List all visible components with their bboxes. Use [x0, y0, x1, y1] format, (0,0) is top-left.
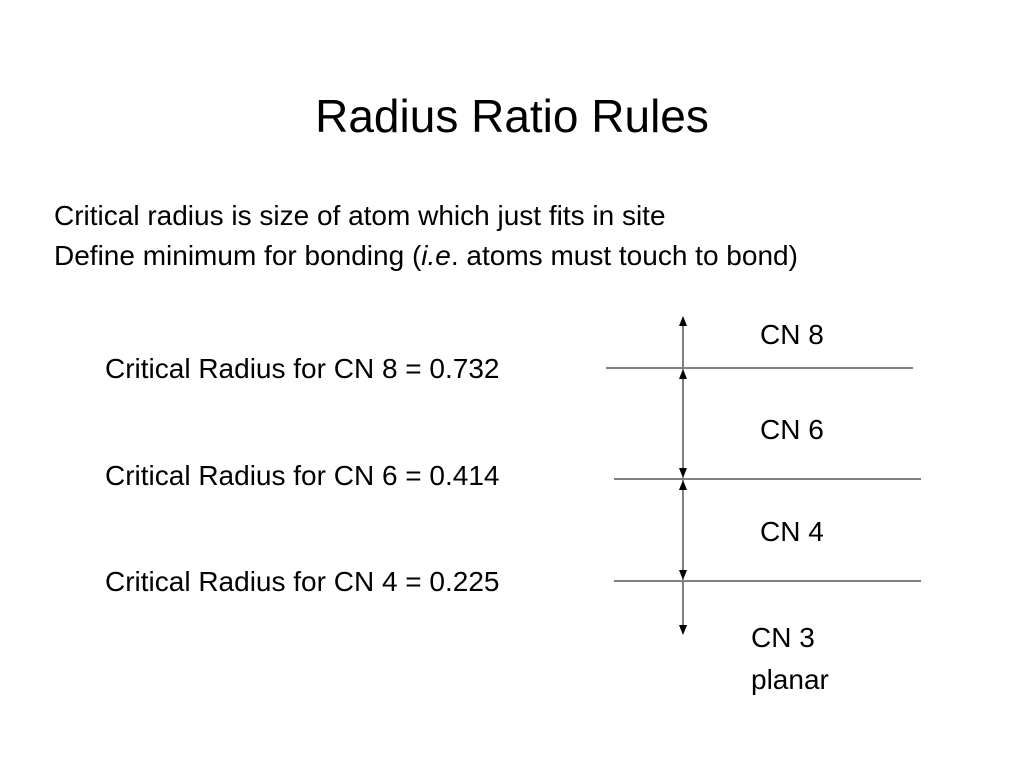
arrow-cn4: [679, 480, 687, 580]
critical-radius-cn4: Critical Radius for CN 4 = 0.225: [105, 566, 500, 597]
intro-line-2-after: . atoms must touch to bond): [450, 240, 798, 271]
region-label-cn4: CN 4: [760, 516, 824, 547]
critical-radius-cn6: Critical Radius for CN 6 = 0.414: [105, 460, 500, 491]
intro-line-1: Critical radius is size of atom which just fits in site: [54, 200, 666, 231]
arrow-cn8: [679, 316, 687, 367]
slide-title: Radius Ratio Rules: [315, 90, 709, 142]
region-label-cn8: CN 8: [760, 319, 824, 350]
intro-line-2-before: Define minimum for bonding (: [54, 240, 422, 271]
region-label-cn3-line1: CN 3: [751, 622, 815, 653]
region-label-cn3: [751, 617, 829, 701]
intro-line-2-italic: i.e: [421, 240, 451, 271]
intro-text: [54, 196, 798, 276]
arrow-cn6: [679, 369, 687, 478]
critical-radius-cn8: Critical Radius for CN 8 = 0.732: [105, 353, 500, 384]
arrow-cn3: [679, 582, 687, 635]
intro-line-2: [54, 236, 798, 276]
region-label-cn3-line2: planar: [751, 664, 829, 695]
region-label-cn6: CN 6: [760, 414, 824, 445]
